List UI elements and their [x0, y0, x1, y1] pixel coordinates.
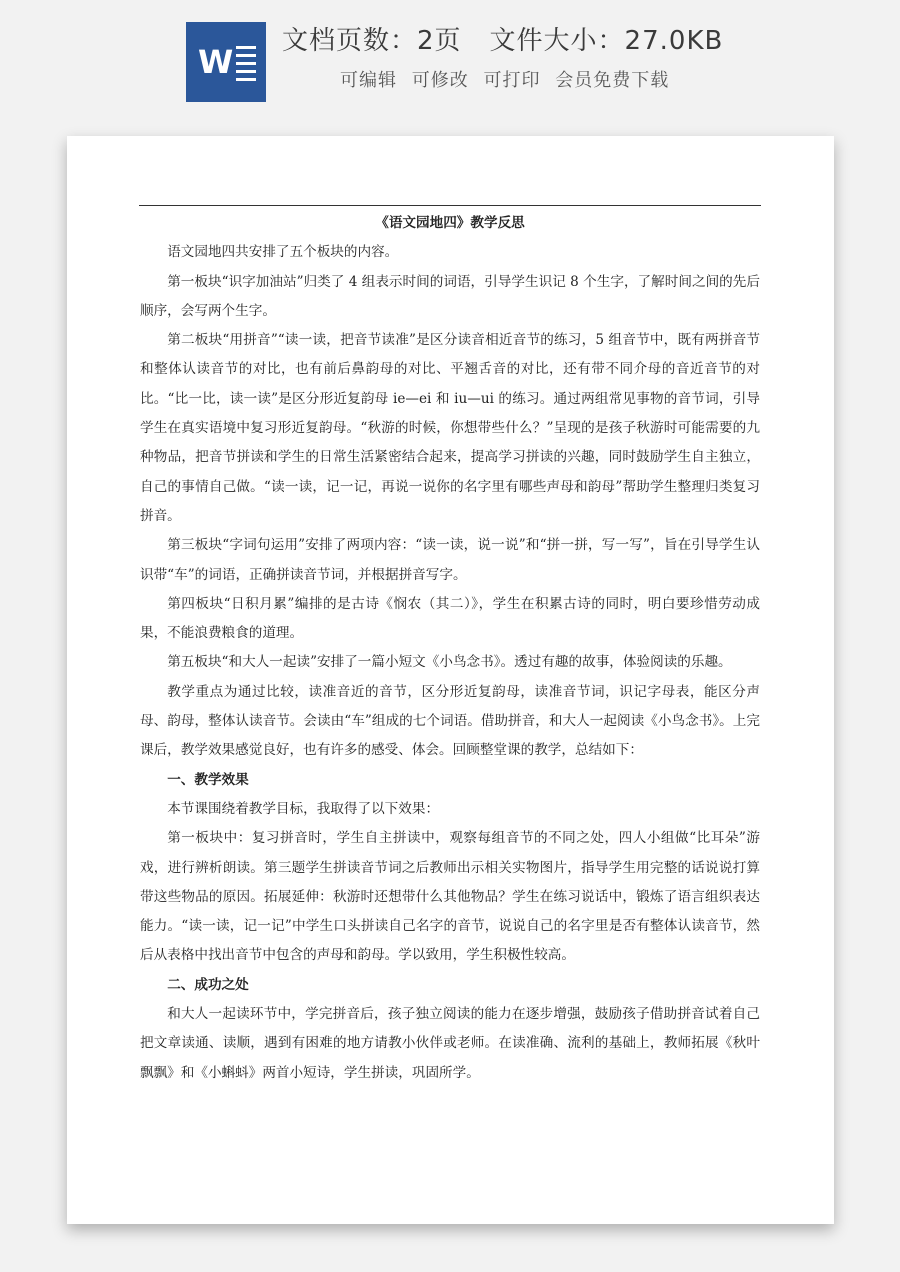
document-body: [140, 209, 760, 1088]
word-icon-line: [236, 78, 256, 81]
document-page: [67, 136, 834, 1224]
page-count-label: 文档页数：2页: [282, 26, 462, 56]
feature-list: [340, 66, 677, 92]
feature-printable: 可打印: [483, 70, 541, 91]
paragraph: 语文园地四共安排了五个板块的内容。: [167, 244, 399, 261]
word-icon-line: [236, 70, 256, 73]
section-heading-results: 一、教学效果: [167, 771, 249, 788]
download-banner: [0, 0, 900, 120]
paragraph: 第三板块“字词句运用”安排了两项内容：“读一读，说一说”和“拼一拼，写一写”，旨在引导学生认识带“车”的词语，正确拼读音节词，并根据拼音写字。: [140, 537, 760, 583]
paragraph: 和大人一起读环节中，学完拼音后，孩子独立阅读的能力在逐步增强，鼓励孩子借助拼音试着自己把文章读通、读顺，遇到有困难的地方请教小伙伴或老师。在读准确、流利的基础上，教师拓展《秋叶飘飘》和《小蝌蚪》两首小短诗，学生拼读，巩固所学。: [140, 1006, 760, 1081]
file-meta: [282, 20, 723, 57]
word-icon-line: [236, 62, 256, 65]
paragraph: 本节课围绕着教学目标，我取得了以下效果：: [167, 800, 440, 817]
word-icon-letter: W: [198, 43, 234, 81]
word-document-icon: [186, 22, 266, 102]
paragraph: 第五板块“和大人一起读”安排了一篇小短文《小鸟念书》。透过有趣的故事，体验阅读的乐趣。: [167, 654, 732, 671]
word-icon-line: [236, 46, 256, 49]
paragraph: 第四板块“日积月累”编排的是古诗《悯农（其二）》，学生在积累古诗的同时，明白要珍惜劳动成果，不能浪费粮食的道理。: [140, 595, 760, 642]
paragraph: 教学重点为通过比较，读准音近的音节，区分形近复韵母，读准音节词，识记字母表，能区分声母、韵母，整体认读音节。会读由“车”组成的七个词语。借助拼音，和大人一起阅读《小鸟念书》。上完课后，教学效果感觉良好，也有许多的感受、体会。回顾整堂课的教学，总结如下：: [140, 683, 760, 759]
word-icon-line: [236, 54, 256, 57]
document-title: 《语文园地四》教学反思: [375, 215, 525, 231]
paragraph: 第二板块“用拼音”“读一读，把音节读准”是区分读音相近音节的练习，5 组音节中，既有两拼音节和整体认读音节的对比，也有前后鼻韵母的对比、平翘舌音的对比，还有带不同介母的音近音节的对比。“比一比，读一读”是区分形近复韵母 ie—ei 和 iu—ui 的练习。通过两组常见事物的音节词，引导学生在真实语境中复习形近复韵母。“秋游的时候，你想带些什么？”呈现的是孩子秋游时可能需要的九种物品，把音节拼读和学生的日常生活紧密结合起来，提高学习拼读的兴趣，同时鼓励学生自主独立，自己的事情自己做。“读一读，记一记，再说一说你的名字里有哪些声母和韵母”帮助学生整理归类复习拼音。: [140, 332, 760, 524]
file-size-label: 文件大小：27.0KB: [489, 26, 724, 56]
section-heading-successes: 二、成功之处: [167, 976, 249, 993]
feature-modifiable: 可修改: [411, 70, 469, 91]
paragraph: 第一板块中：复习拼音时，学生自主拼读中，观察每组音节的不同之处，四人小组做“比耳朵”游戏，进行辨析朗读。第三题学生拼读音节词之后教师出示相关实物图片，指导学生用完整的话说说打算带这些物品的原因。拓展延伸：秋游时还想带什么其他物品？学生在练习说话中，锻炼了语言组织表达能力。“读一读，记一记”中学生口头拼读自己名字的音节，说说自己的名字里是否有整体认读音节，然后从表格中找出音节中包含的声母和韵母。学以致用，学生积极性较高。: [140, 830, 760, 964]
feature-editable: 可编辑: [340, 70, 397, 91]
paragraph: 第一板块“识字加油站”归类了 4 组表示时间的词语，引导学生识记 8 个生字，了解时间之间的先后顺序，会写两个生字。: [140, 273, 760, 319]
header-rule: [139, 205, 761, 206]
feature-member-download: 会员免费下载: [555, 70, 670, 91]
